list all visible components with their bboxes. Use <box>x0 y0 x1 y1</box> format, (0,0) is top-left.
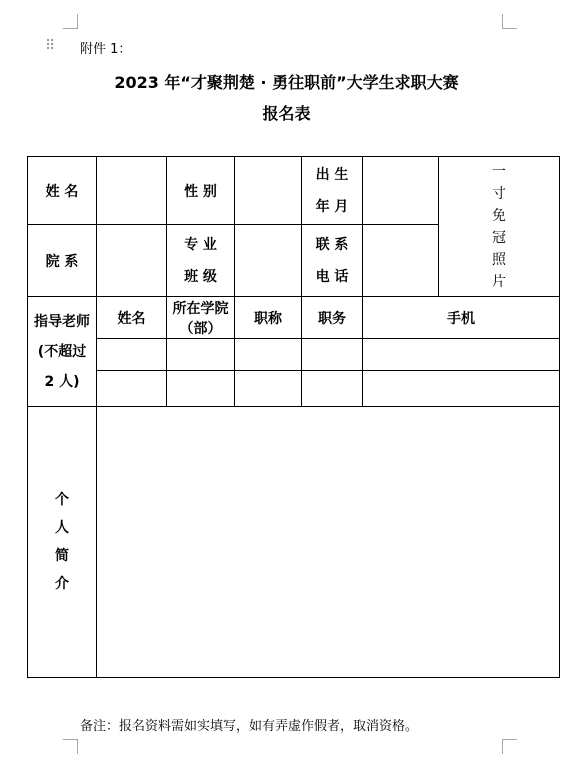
intro-char: 简 <box>55 548 69 564</box>
page-corner-mark-top-left <box>63 14 78 29</box>
page-corner-mark-top-right <box>502 14 517 29</box>
attachment-label: 附件 1： <box>80 42 132 57</box>
page-corner-mark-bottom-left <box>63 739 78 754</box>
advisor-label-cell <box>28 297 97 407</box>
gender-input-cell[interactable] <box>235 157 302 225</box>
birth-label-line1: 出 生 <box>315 166 349 183</box>
department-label: 院 系 <box>45 253 79 270</box>
phone-input-cell[interactable] <box>363 225 439 297</box>
birth-input-cell[interactable] <box>363 157 439 225</box>
gender-label: 性 别 <box>184 183 217 200</box>
department-input-cell[interactable] <box>97 225 167 297</box>
gender-label-cell <box>167 157 235 225</box>
advisor-col-name <box>97 297 167 339</box>
birth-label-cell <box>302 157 363 225</box>
advisor2-college-cell[interactable] <box>167 371 235 407</box>
phone-label-cell <box>302 225 363 297</box>
advisor-col-mobile-text: 手机 <box>447 310 475 327</box>
registration-form-table <box>27 156 560 678</box>
major-input-cell[interactable] <box>235 225 302 297</box>
document-subtitle: 报名表 <box>262 104 311 123</box>
drag-handle-icon[interactable]: ⠿ <box>45 38 55 54</box>
name-input-cell[interactable] <box>97 157 167 225</box>
name-label: 姓 名 <box>45 183 79 200</box>
department-label-cell <box>28 225 97 297</box>
advisor-col-name-text: 姓名 <box>117 310 146 327</box>
advisor-label-line3: 2 人) <box>44 373 80 390</box>
advisor2-name-cell[interactable] <box>97 371 167 407</box>
photo-char: 片 <box>492 273 506 290</box>
photo-char: 一 <box>492 163 506 180</box>
advisor-col-position-text: 职务 <box>318 310 346 327</box>
advisor-col-college <box>167 297 235 339</box>
advisor-col-position <box>302 297 363 339</box>
advisor1-name-cell[interactable] <box>97 339 167 371</box>
photo-char: 冠 <box>492 229 506 246</box>
advisor1-college-cell[interactable] <box>167 339 235 371</box>
intro-label-cell <box>28 407 97 678</box>
photo-cell[interactable] <box>439 157 560 297</box>
advisor-col-college-text: 所在学院（部） <box>172 300 229 337</box>
photo-char: 照 <box>492 251 506 268</box>
intro-input-cell[interactable] <box>97 407 560 678</box>
advisor-col-title-text: 职称 <box>254 310 282 327</box>
advisor1-title-cell[interactable] <box>235 339 302 371</box>
major-label-cell <box>167 225 235 297</box>
phone-label-line2: 电 话 <box>315 268 349 285</box>
page-corner-mark-bottom-right <box>502 739 517 754</box>
advisor-col-mobile <box>363 297 560 339</box>
advisor-label-line2: (不超过 <box>37 343 87 360</box>
advisor2-title-cell[interactable] <box>235 371 302 407</box>
advisor1-position-cell[interactable] <box>302 339 363 371</box>
advisor-label-line1: 指导老师 <box>34 313 90 330</box>
advisor2-mobile-cell[interactable] <box>363 371 560 407</box>
advisor1-mobile-cell[interactable] <box>363 339 560 371</box>
intro-char: 人 <box>55 520 69 536</box>
intro-char: 介 <box>55 576 69 592</box>
birth-label-line2: 年 月 <box>315 198 349 215</box>
photo-char: 免 <box>492 207 506 224</box>
phone-label-line1: 联 系 <box>315 236 349 253</box>
advisor2-position-cell[interactable] <box>302 371 363 407</box>
photo-char: 寸 <box>492 185 506 202</box>
advisor-col-title <box>235 297 302 339</box>
intro-char: 个 <box>55 492 69 508</box>
name-label-cell <box>28 157 97 225</box>
footnote: 备注：报名资料需如实填写，如有弄虚作假者，取消资格。 <box>80 719 419 734</box>
document-title: 2023 年“才聚荆楚 · 勇往职前”大学生求职大赛 <box>114 73 459 92</box>
major-label-line1: 专 业 <box>184 236 217 253</box>
major-label-line2: 班 级 <box>184 268 217 285</box>
